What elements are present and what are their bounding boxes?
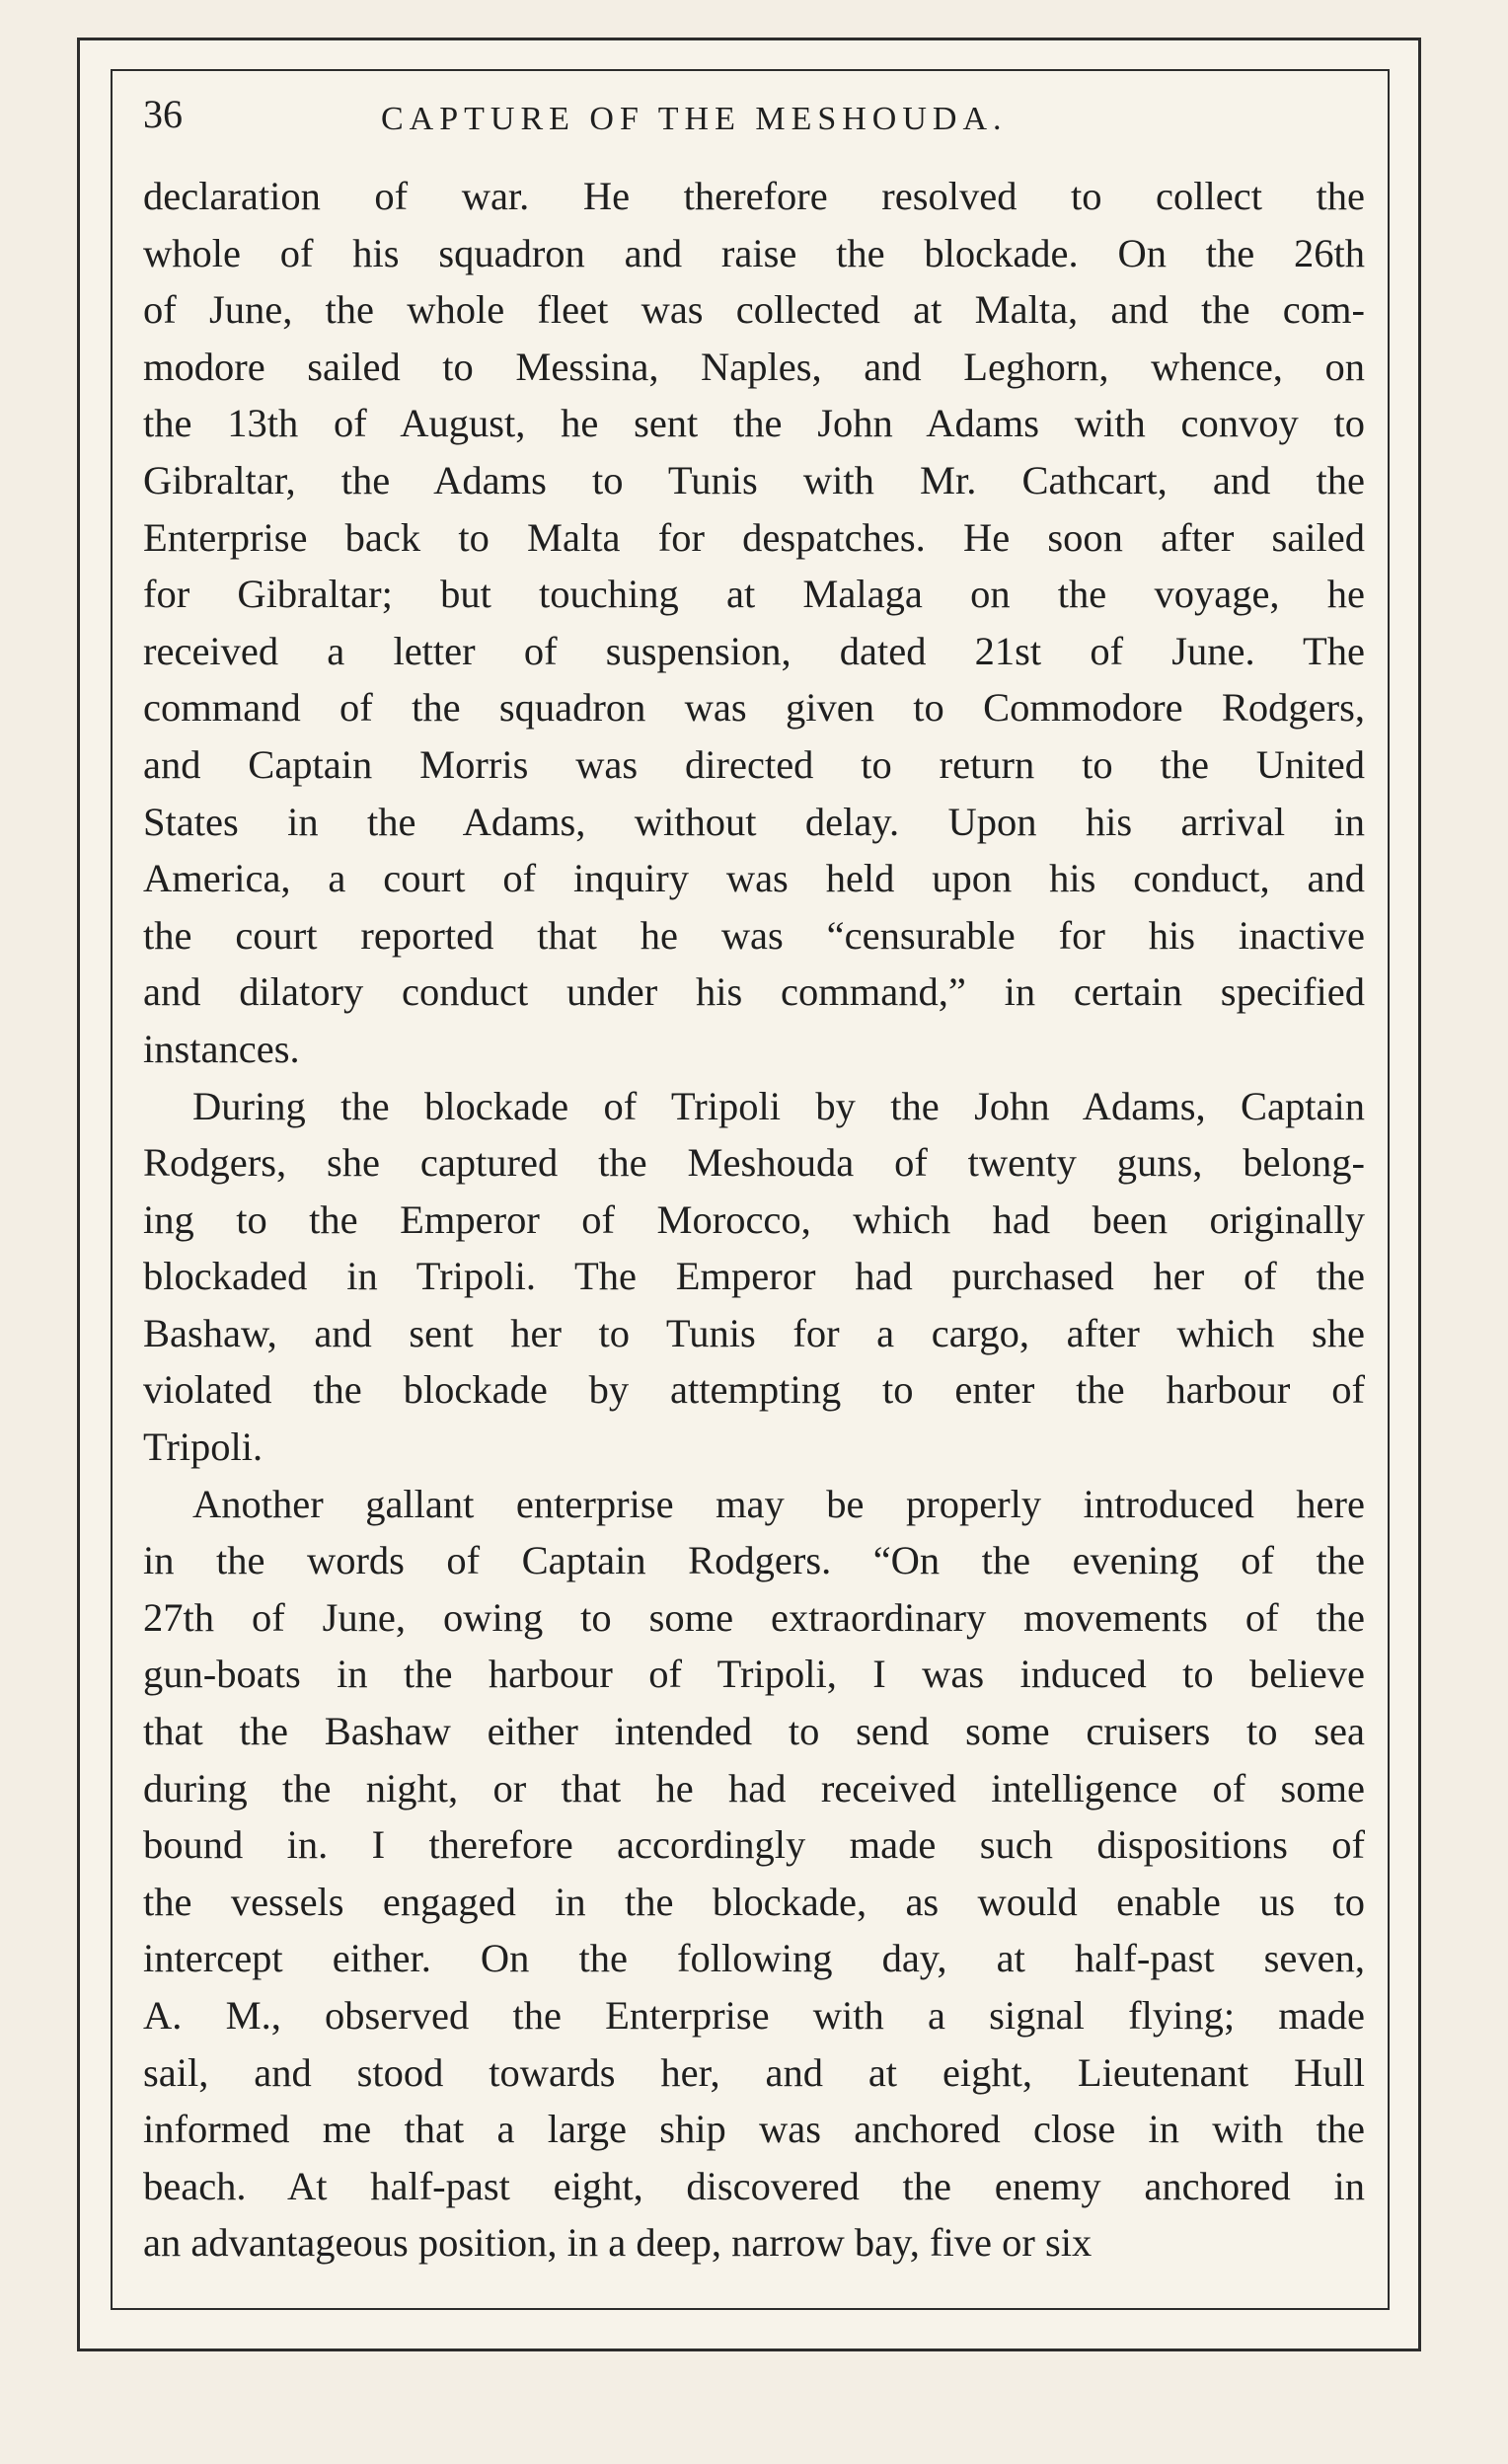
text-line: Another gallant enterprise may be properly introduced here: [192, 1481, 1365, 1526]
text-line: whole of his squadron and raise the blockade. On the 26th: [143, 230, 1365, 275]
paragraph-2: [143, 1078, 1365, 1476]
text-line: informed me that a large ship was anchored close in with the: [143, 2107, 1365, 2152]
text-line: Enterprise back to Malta for despatches. He soon after sailed: [143, 514, 1365, 560]
text-line: beach. At half-past eight, discovered the enemy anchored in: [143, 2163, 1365, 2208]
text-line: Bashaw, and sent her to Tunis for a cargo, after which she: [143, 1310, 1365, 1355]
text-line: and dilatory conduct under his command,” in certain specified: [143, 969, 1365, 1015]
paragraph-3: [143, 1476, 1365, 2272]
text-line: for Gibraltar; but touching at Malaga on the voyage, he: [143, 572, 1365, 617]
text-line: of June, the whole fleet was collected at Malta, and the com-: [143, 287, 1365, 333]
text-line: 27th of June, owing to some extraordinary movements of the: [143, 1594, 1365, 1640]
text-line: A. M., observed the Enterprise with a signal flying; made: [143, 1993, 1365, 2038]
text-line: Tripoli.: [143, 1424, 264, 1470]
paragraph-1: [143, 168, 1365, 1078]
text-line: the court reported that he was “censurable for his inactive: [143, 912, 1365, 958]
text-line: instances.: [143, 1026, 300, 1071]
running-head: CAPTURE OF THE MESHOUDA.: [381, 101, 1008, 137]
text-line: States in the Adams, without delay. Upon his arrival in: [143, 799, 1365, 844]
text-line: blockaded in Tripoli. The Emperor had purchased her of the: [143, 1254, 1365, 1299]
text-line: Gibraltar, the Adams to Tunis with Mr. Cathcart, and the: [143, 457, 1365, 502]
text-line: ing to the Emperor of Morocco, which had been originally: [143, 1196, 1365, 1242]
text-line: gun-boats in the harbour of Tripoli, I was induced to believe: [143, 1652, 1365, 1697]
text-line: the vessels engaged in the blockade, as would enable us to: [143, 1879, 1365, 1924]
text-line: and Captain Morris was directed to return to the United: [143, 741, 1365, 787]
text-line: declaration of war. He therefore resolved to collect the: [143, 174, 1365, 218]
text-line: in the words of Captain Rodgers. “On the evening of the: [143, 1538, 1365, 1583]
text-line: America, a court of inquiry was held upon his conduct, and: [143, 856, 1365, 901]
text-line: the 13th of August, he sent the John Adams with convoy to: [143, 401, 1365, 446]
text-line: modore sailed to Messina, Naples, and Leghorn, whence, on: [143, 344, 1365, 389]
text-line: During the blockade of Tripoli by the John Adams, Captain: [192, 1083, 1365, 1128]
page-number: 36: [143, 92, 183, 136]
body-text: [143, 168, 1365, 2272]
text-line: sail, and stood towards her, and at eight, Lieutenant Hull: [143, 2049, 1365, 2095]
text-line: command of the squadron was given to Commodore Rodgers,: [143, 685, 1365, 731]
text-line: Rodgers, she captured the Meshouda of twenty guns, belong-: [143, 1140, 1365, 1186]
text-line: during the night, or that he had received intelligence of some: [143, 1765, 1365, 1810]
text-line: bound in. I therefore accordingly made such dispositions of: [143, 1822, 1365, 1868]
text-line: an advantageous position, in a deep, narrow bay, five or six: [143, 2220, 1093, 2266]
text-line: violated the blockade by attempting to enter the harbour of: [143, 1367, 1365, 1413]
text-line: received a letter of suspension, dated 21st of June. The: [143, 628, 1365, 673]
text-line: intercept either. On the following day, at half-past seven,: [143, 1936, 1365, 1981]
text-line: that the Bashaw either intended to send some cruisers to sea: [143, 1709, 1365, 1754]
